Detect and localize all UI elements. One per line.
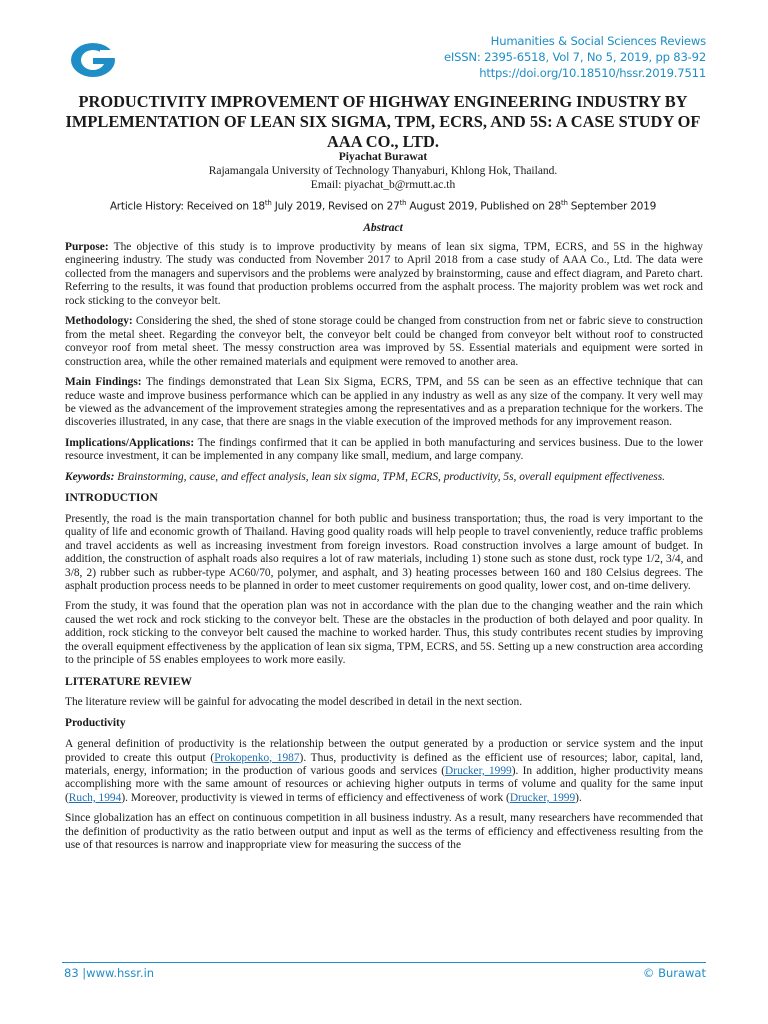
footer-copyright: © Burawat — [642, 966, 706, 980]
abstract-keywords: Keywords: Brainstorming, cause, and effect analysis, lean six sigma, TPM, ECRS, productivity, 5s, overall equipment effectiveness. — [65, 470, 666, 483]
issn-line: eISSN: 2395-6518, Vol 7, No 5, 2019, pp 83-92 — [443, 49, 706, 64]
paper-title: PRODUCTIVITY IMPROVEMENT OF HIGHWAY ENGINEERING INDUSTRY BY IMPLEMENTATION OF LEAN SIX SIGMA, TPM, ECRS, AND 5S: A CASE STUDY OF AAA CO., LTD. — [65, 92, 701, 151]
citation-link[interactable]: Prokopenko, 1987 — [214, 751, 300, 764]
citation-link[interactable]: Drucker, 1999 — [445, 764, 512, 777]
literature-paragraph-3: Since globalization has an effect on continuous competition in all business industry. As a result, many researchers have recommended that the definition of productivity as the ratio between output and input as well as the terms of efficiency and effectiveness resulting from the use of that resources is narrow and inappropriate view for measuring the success of the — [65, 812, 703, 852]
abstract-findings: Main Findings: The findings demonstrated that Lean Six Sigma, ECRS, TPM, and 5S can be seen as an effective technique that can reduce waste and improve business performance which can be applied in any industry as well as any size of the company. It very well may be viewed as the advancement of the improvement strategies among the representatives and as a preparation technique for the workers. The discoveries illustrated, in any case, that there are snags in the viable execution of the improved methods for any improvement reason. — [65, 376, 703, 429]
literature-paragraph-2: A general definition of productivity is the relationship between the output generated by a production or service system and the input provided to create this output (Prokopenko, 1987). Thus, productivity is defined as the efficient use of resources; labor, capital, land, materials, energy, information; in the production of various goods and services (Drucker, 1999). In addition, higher productivity means accomplishing more with the same amount of resources or achieving higher outputs in terms of volume and quality for the same input (Ruch, 1994). Moreover, productivity is viewed in terms of efficiency and effectiveness of work (Drucker, 1999). — [65, 738, 704, 804]
abstract-heading: Abstract — [363, 222, 403, 234]
article-history: Article History: Received on 18th July 2019, Revised on 27th August 2019, Published on 28th September 2019 — [109, 199, 657, 213]
literature-review-heading: LITERATURE REVIEW — [65, 674, 193, 688]
footer-divider — [62, 962, 706, 963]
citation-link[interactable]: Drucker, 1999 — [509, 791, 576, 804]
journal-name: Humanities & Social Sciences Reviews — [490, 34, 706, 48]
doi-link[interactable]: https://doi.org/10.18510/hssr.2019.7511 — [479, 65, 706, 80]
journal-logo-icon — [70, 42, 116, 78]
author-affiliation: Rajamangala University of Technology Thanyaburi, Khlong Hok, Thailand. — [208, 165, 558, 177]
paper-body — [65, 241, 703, 860]
introduction-heading: INTRODUCTION — [65, 491, 158, 505]
literature-paragraph-1: The literature review will be gainful for advocating the model described in detail in the next section. — [65, 696, 523, 709]
introduction-paragraph-2: From the study, it was found that the operation plan was not in accordance with the plan due to the changing weather and the rain which caused the wet rock and rock sticking to the conveyor belt. These are the obstacles in the production of both delayed and poor quality. In addition, rock sticking to the conveyor belt caused the machine to worked harder. Thus, this study contributes recent studies by improving the overall equipment effectiveness by the application of lean six sigma, TPM, ECRS, and 5S. Setting up a new construction area according to the principle of 5S enables employees to work more easily. — [65, 600, 703, 667]
introduction-paragraph-1: Presently, the road is the main transportation channel for both public and business transportation; thus, the road is very important to the quality of life and economic growth of Thailand. Having good quality roads will help people to travel conveniently, reduce traffic problems and travel accidents as well as increasing investment from foreign investors. Road construction involves a large amount of budget. In addition, the construction of asphalt roads also requires a lot of raw materials, including 1) stone such as stone dust, rock type 1/2, 3/4, and 3/8, 2) rubber such as rubber-type AC60/70, polymer, and asphalt, and 3) heating processes between 160 and 180 Celsius degrees. The asphalt production process needs to be planned in order to meet customer requirements on good quality, lower cost, and on-time delivery. — [65, 512, 703, 592]
abstract-implications: Implications/Applications: The findings confirmed that it can be applied in both manufacturing and services business. Due to the lower resource investment, it can be implemented in any company like small, medium, and large company. — [65, 436, 703, 463]
abstract-purpose: Purpose: The objective of this study is to improve productivity by means of lean six sigma, TPM, ECRS, and 5S in the highway engineering industry. The study was conducted from November 2017 to April 2018 from a case study of AAA Co., Ltd. The data were collected from the managers and supervisors and the problems were analyzed by brainstorming, cause and effect diagram, and Pareto chart. Referring to the results, it was found that production problems occurred from the asphalt process. The majority problem was wet rock and rock sticking to the conveyor belt. — [65, 241, 703, 307]
abstract-methodology: Methodology: Considering the shed, the shed of stone storage could be changed from construction from net or fabric sieve to construction from the metal sheet. Regarding the conveyor belt, the conveyor belt could be changed from conveyor belt without roof to constructed conveyor roof from metal sheet. The messy construction area was improved by 5S. Essential materials and equipment were sorted in construction area, while the other remained materials and equipment were removed to another area. — [65, 315, 703, 368]
productivity-heading: Productivity — [65, 716, 126, 729]
footer-page-site[interactable]: 83 |www.hssr.in — [64, 966, 155, 980]
author-name: Piyachat Burawat — [338, 151, 428, 163]
citation-link[interactable]: Ruch, 1994 — [68, 791, 122, 804]
author-email: Email: piyachat_b@rmutt.ac.th — [310, 179, 456, 191]
journal-info — [444, 34, 706, 81]
